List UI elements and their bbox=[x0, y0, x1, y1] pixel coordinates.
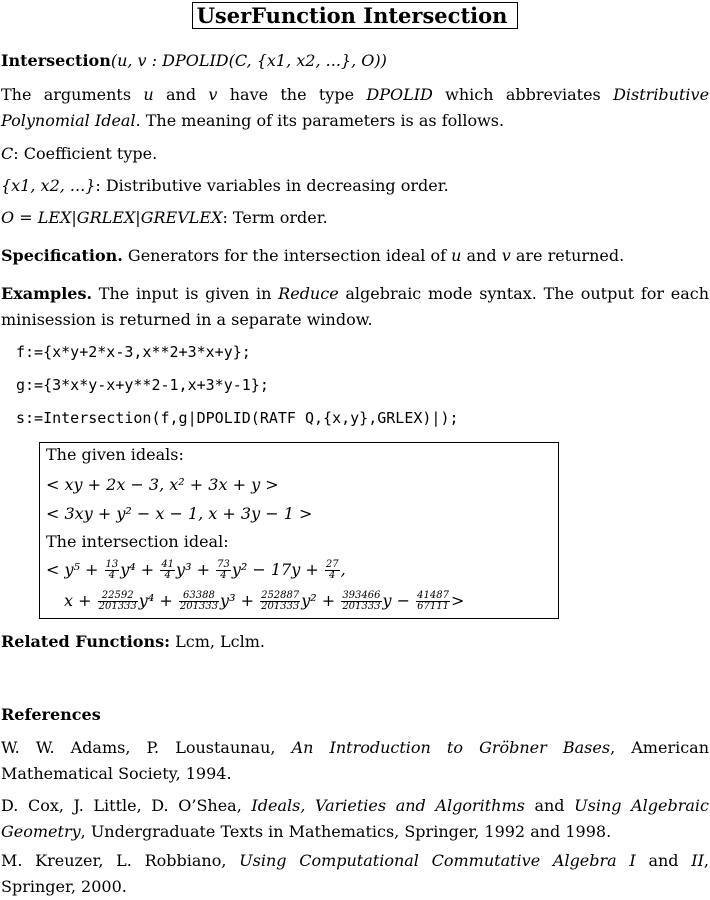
ref-title: II bbox=[691, 851, 704, 870]
intro-text: The arguments bbox=[1, 85, 144, 104]
page-title: UserFunction Intersection bbox=[192, 2, 519, 29]
gen-term: y − bbox=[382, 591, 411, 610]
gen-term: y⁴ + bbox=[120, 560, 155, 579]
generator-1 bbox=[46, 559, 346, 581]
gen-term: > bbox=[450, 591, 465, 610]
code-line-f: f:={x*y+2*x-3,x**2+3*x+y}; bbox=[16, 343, 251, 361]
fraction-num: 27 bbox=[325, 559, 339, 570]
fraction-num: 63388 bbox=[179, 591, 219, 602]
examples-label: Examples. bbox=[1, 284, 93, 303]
specification-label: Specification. bbox=[1, 246, 123, 265]
fraction-num: 13 bbox=[105, 559, 119, 570]
examples-paragraph bbox=[1, 281, 709, 333]
ref-title: An Introduction to Gröbner Bases bbox=[291, 738, 611, 757]
fraction-num: 41 bbox=[161, 559, 175, 570]
given-ideals-label: The given ideals: bbox=[46, 445, 184, 464]
param-text: : Coefficient type. bbox=[13, 144, 158, 163]
gen-term: y² + bbox=[301, 591, 336, 610]
function-signature bbox=[1, 48, 709, 74]
ref-joiner: and bbox=[524, 796, 575, 815]
param-term-order bbox=[1, 205, 709, 231]
related-functions bbox=[1, 629, 709, 655]
fraction-den: 4 bbox=[164, 570, 171, 581]
intro-text: have the type bbox=[217, 85, 367, 104]
fraction bbox=[325, 560, 340, 581]
var-v: v bbox=[208, 85, 218, 104]
intersection-label: The intersection ideal: bbox=[46, 532, 229, 551]
fraction-num: 41487 bbox=[417, 590, 449, 601]
param-symbol: {x1, x2, ...} bbox=[1, 176, 96, 195]
fraction bbox=[260, 591, 300, 612]
intro-paragraph bbox=[1, 82, 709, 134]
param-text: : Distributive variables in decreasing order. bbox=[95, 176, 449, 195]
intro-text: which abbreviates bbox=[432, 85, 614, 104]
fraction-num: 73 bbox=[217, 559, 230, 570]
fraction bbox=[216, 560, 231, 581]
fraction-den: 67111 bbox=[417, 601, 449, 612]
spec-text: and bbox=[461, 246, 502, 265]
spec-text: are returned. bbox=[510, 246, 625, 265]
type-abbreviation: Distributive Polynomial Ideal bbox=[1, 85, 710, 130]
ref-details: , Springer, 2000. bbox=[1, 851, 709, 896]
reference-item bbox=[1, 735, 709, 787]
gen-term: y² − 17y + bbox=[231, 560, 319, 579]
ref-joiner: and bbox=[635, 851, 692, 870]
intro-text: . The meaning of its parameters is as follows. bbox=[135, 111, 505, 130]
var-u: u bbox=[143, 85, 154, 104]
var-v: v bbox=[501, 246, 511, 265]
fraction bbox=[179, 591, 219, 612]
code-line-s: s:=Intersection(f,g|DPOLID(RATF Q,{x,y},GRLEX)|); bbox=[16, 409, 459, 427]
spec-text: Generators for the intersection ideal of bbox=[122, 246, 452, 265]
fraction-den: 4 bbox=[108, 570, 116, 581]
ref-details: , American Mathematical Society, 1994. bbox=[1, 738, 710, 783]
fraction-den: 201333 bbox=[342, 601, 381, 612]
fraction bbox=[98, 591, 138, 612]
examples-text: The input is given in bbox=[92, 284, 279, 303]
ref-details: , Undergraduate Texts in Mathematics, Springer, 1992 and 1998. bbox=[80, 822, 612, 841]
fraction-den: 201333 bbox=[98, 601, 137, 612]
function-name: Intersection bbox=[1, 51, 111, 70]
reduce-name: Reduce bbox=[278, 284, 339, 303]
var-u: u bbox=[451, 246, 462, 265]
gen-term: y³ + bbox=[176, 560, 210, 579]
gen-term: y³ + bbox=[220, 591, 254, 610]
fraction bbox=[105, 560, 120, 581]
gen-term: , bbox=[340, 560, 346, 579]
fraction-den: 4 bbox=[329, 570, 336, 581]
fraction-num: 22592 bbox=[98, 591, 138, 602]
code-line-g: g:={3*x*y-x+y**2-1,x+3*y-1}; bbox=[16, 376, 269, 394]
fraction-den: 4 bbox=[220, 570, 227, 581]
related-label: Related Functions: bbox=[1, 632, 171, 651]
param-symbol: C bbox=[1, 144, 14, 163]
function-args: (u, v : DPOLID(C, {x1, x2, ...}, O)) bbox=[110, 51, 387, 70]
ref-authors: M. Kreuzer, L. Robbiano, bbox=[1, 851, 240, 870]
fraction-den: 201333 bbox=[261, 601, 300, 612]
ideal-u: < xy + 2x − 3, x² + 3x + y > bbox=[46, 475, 279, 494]
gen-term: x + bbox=[64, 591, 92, 610]
fraction bbox=[160, 560, 175, 581]
fraction-den: 201333 bbox=[179, 601, 219, 612]
param-coefficient bbox=[1, 141, 709, 167]
references-heading bbox=[1, 702, 709, 728]
param-text: : Term order. bbox=[222, 208, 328, 227]
reference-item bbox=[1, 848, 709, 900]
fraction bbox=[416, 591, 450, 612]
examples-text: algebraic mode syntax. The output for each minisession is returned in a separate window. bbox=[1, 284, 710, 329]
ref-title: Ideals, Varieties and Algorithms bbox=[251, 796, 525, 815]
param-symbol: O = LEX|GRLEX|GREVLEX bbox=[1, 208, 223, 227]
ref-title: Using Computational Commutative Algebra I bbox=[239, 851, 636, 870]
references-heading-text: References bbox=[1, 705, 101, 724]
fraction bbox=[341, 591, 381, 612]
ref-authors: W. W. Adams, P. Loustaunau, bbox=[1, 738, 292, 757]
related-list: Lcm, Lclm. bbox=[170, 632, 266, 651]
ref-authors: D. Cox, J. Little, D. O’Shea, bbox=[1, 796, 252, 815]
intro-text: and bbox=[153, 85, 209, 104]
specification-paragraph bbox=[1, 243, 709, 269]
param-variables bbox=[1, 173, 709, 199]
type-name: DPOLID bbox=[366, 85, 433, 104]
output-window bbox=[39, 442, 559, 619]
fraction-num: 252887 bbox=[261, 590, 300, 601]
ideal-v: < 3xy + y² − x − 1, x + 3y − 1 > bbox=[46, 504, 313, 523]
generator-2 bbox=[64, 590, 464, 612]
reference-item bbox=[1, 793, 709, 845]
gen-term: < y⁵ + bbox=[46, 560, 99, 579]
fraction-num: 393466 bbox=[342, 590, 381, 601]
ref-title: Using Algebraic Geometry bbox=[1, 796, 710, 841]
gen-term: y⁴ + bbox=[138, 591, 173, 610]
